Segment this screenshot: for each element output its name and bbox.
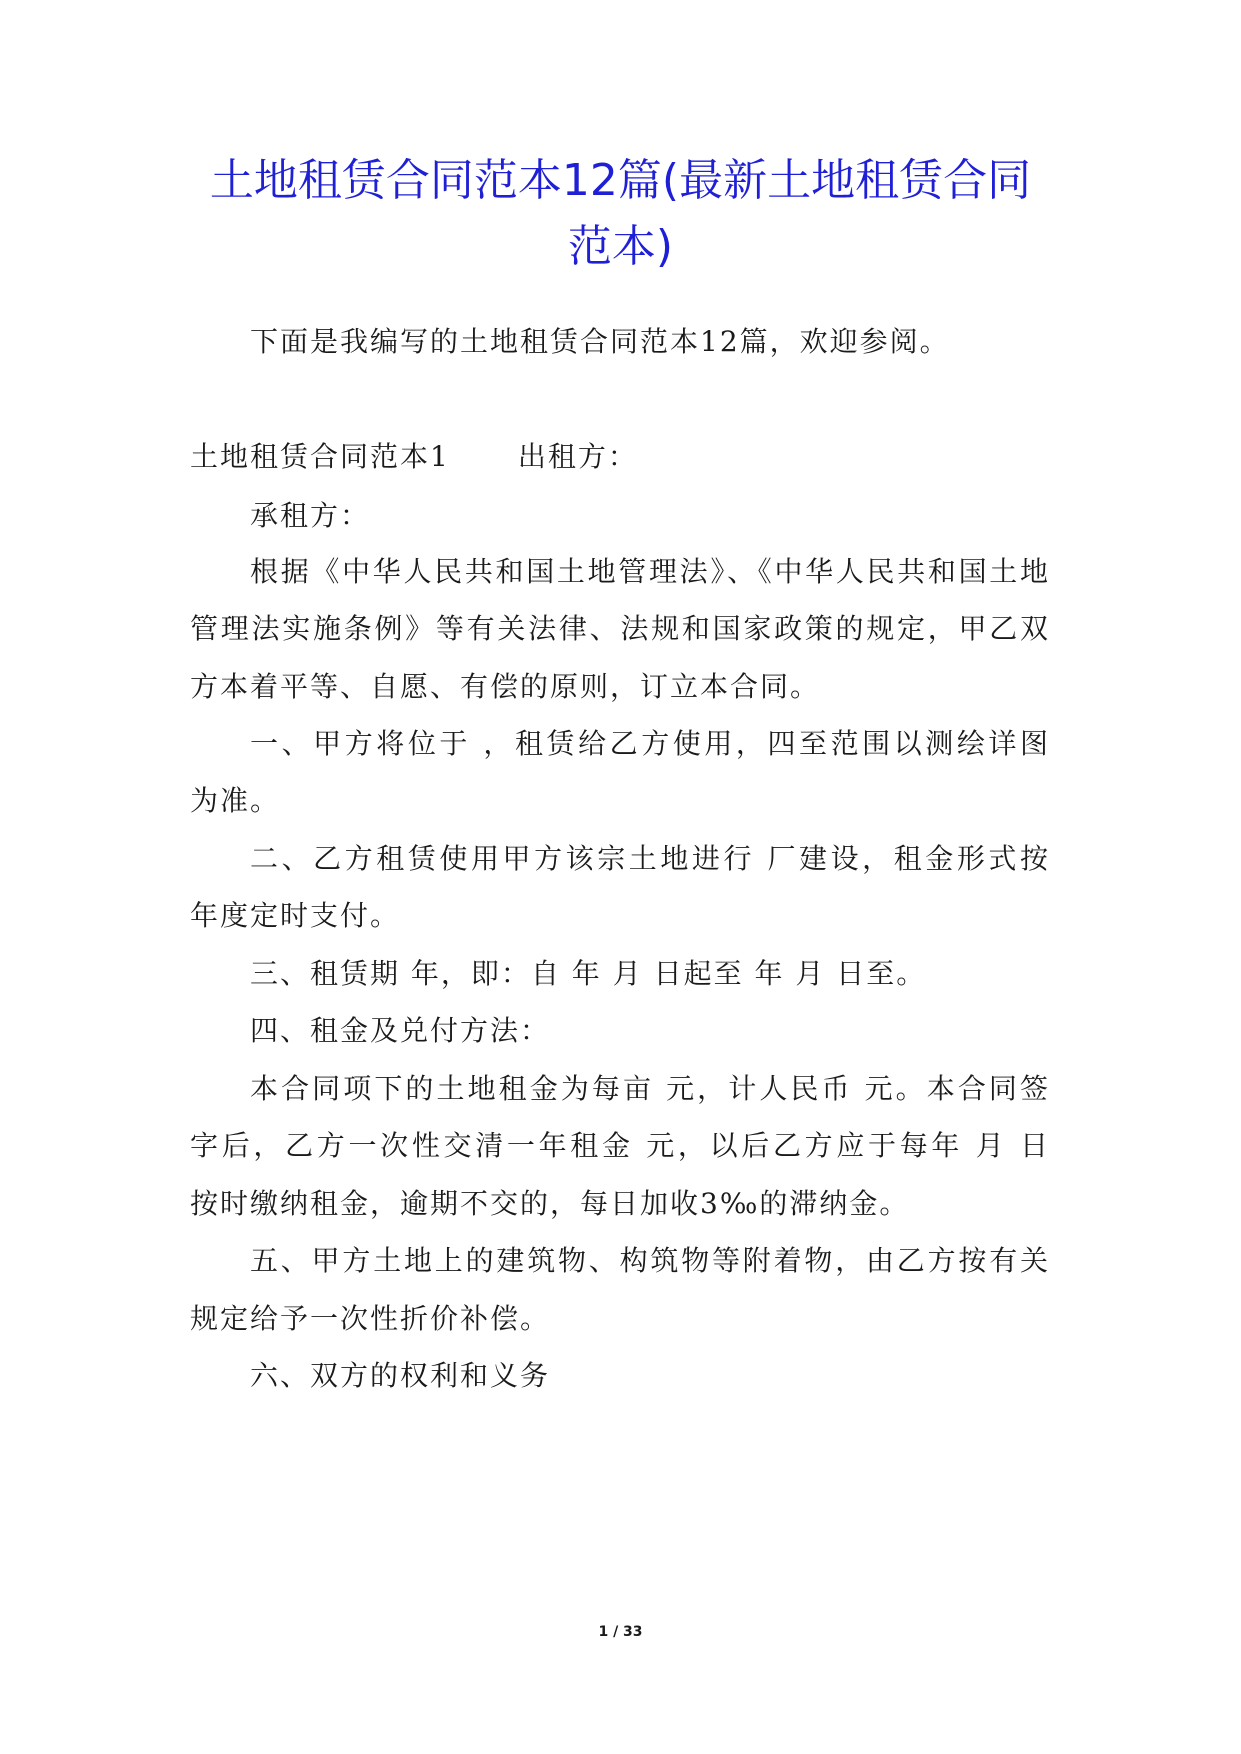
body-line-1: 根据《中华人民共和国土地管理法》、《中华人民共和国土地 [250,555,1050,588]
section-heading: 土地租赁合同范本1 [190,440,450,473]
body-line-9: 四、租金及兑付方法： [250,1014,551,1047]
body-line-11: 字后，乙方一次性交清一年租金 元，以后乙方应于每年 月 日 [190,1129,1050,1162]
body-line-7: 年度定时支付。 [190,899,401,932]
body-line-13: 五、甲方土地上的建筑物、构筑物等附着物，由乙方按有关 [250,1244,1050,1277]
body-line-6: 二、乙方租赁使用甲方该宗土地进行 厂建设，租金形式按 [250,842,1050,875]
body-line-10: 本合同项下的土地租金为每亩 元，计人民币 元。本合同签 [250,1072,1050,1105]
body-line-8: 三、租赁期 年，即：自 年 月 日起至 年 月 日至。 [250,957,927,990]
body-line-5: 为准。 [190,784,281,817]
lessee-label: 承租方： [250,499,371,532]
body-line-3: 方本着平等、自愿、有偿的原则，订立本合同。 [190,670,821,703]
document-title [180,148,1061,280]
title-line-2: 范本) [567,221,674,272]
intro-paragraph: 下面是我编写的土地租赁合同范本12篇，欢迎参阅。 [250,325,950,358]
body-line-4: 一、甲方将位于 ，租赁给乙方使用，四至范围以测绘详图 [250,727,1050,760]
page-number: 1 / 33 [598,1624,643,1640]
body-line-15: 六、双方的权利和义务 [250,1359,551,1392]
body-line-14: 规定给予一次性折价补偿。 [190,1302,551,1335]
title-line-1: 土地租赁合同范本12篇(最新土地租赁合同 [209,155,1032,206]
body-line-12: 按时缴纳租金，逾期不交的，每日加收3‰的滞纳金。 [190,1187,910,1220]
body-line-2: 管理法实施条例》等有关法律、法规和国家政策的规定，甲乙双 [190,612,1050,645]
lessor-label: 出租方： [517,440,638,473]
section-heading-row [190,437,1050,477]
